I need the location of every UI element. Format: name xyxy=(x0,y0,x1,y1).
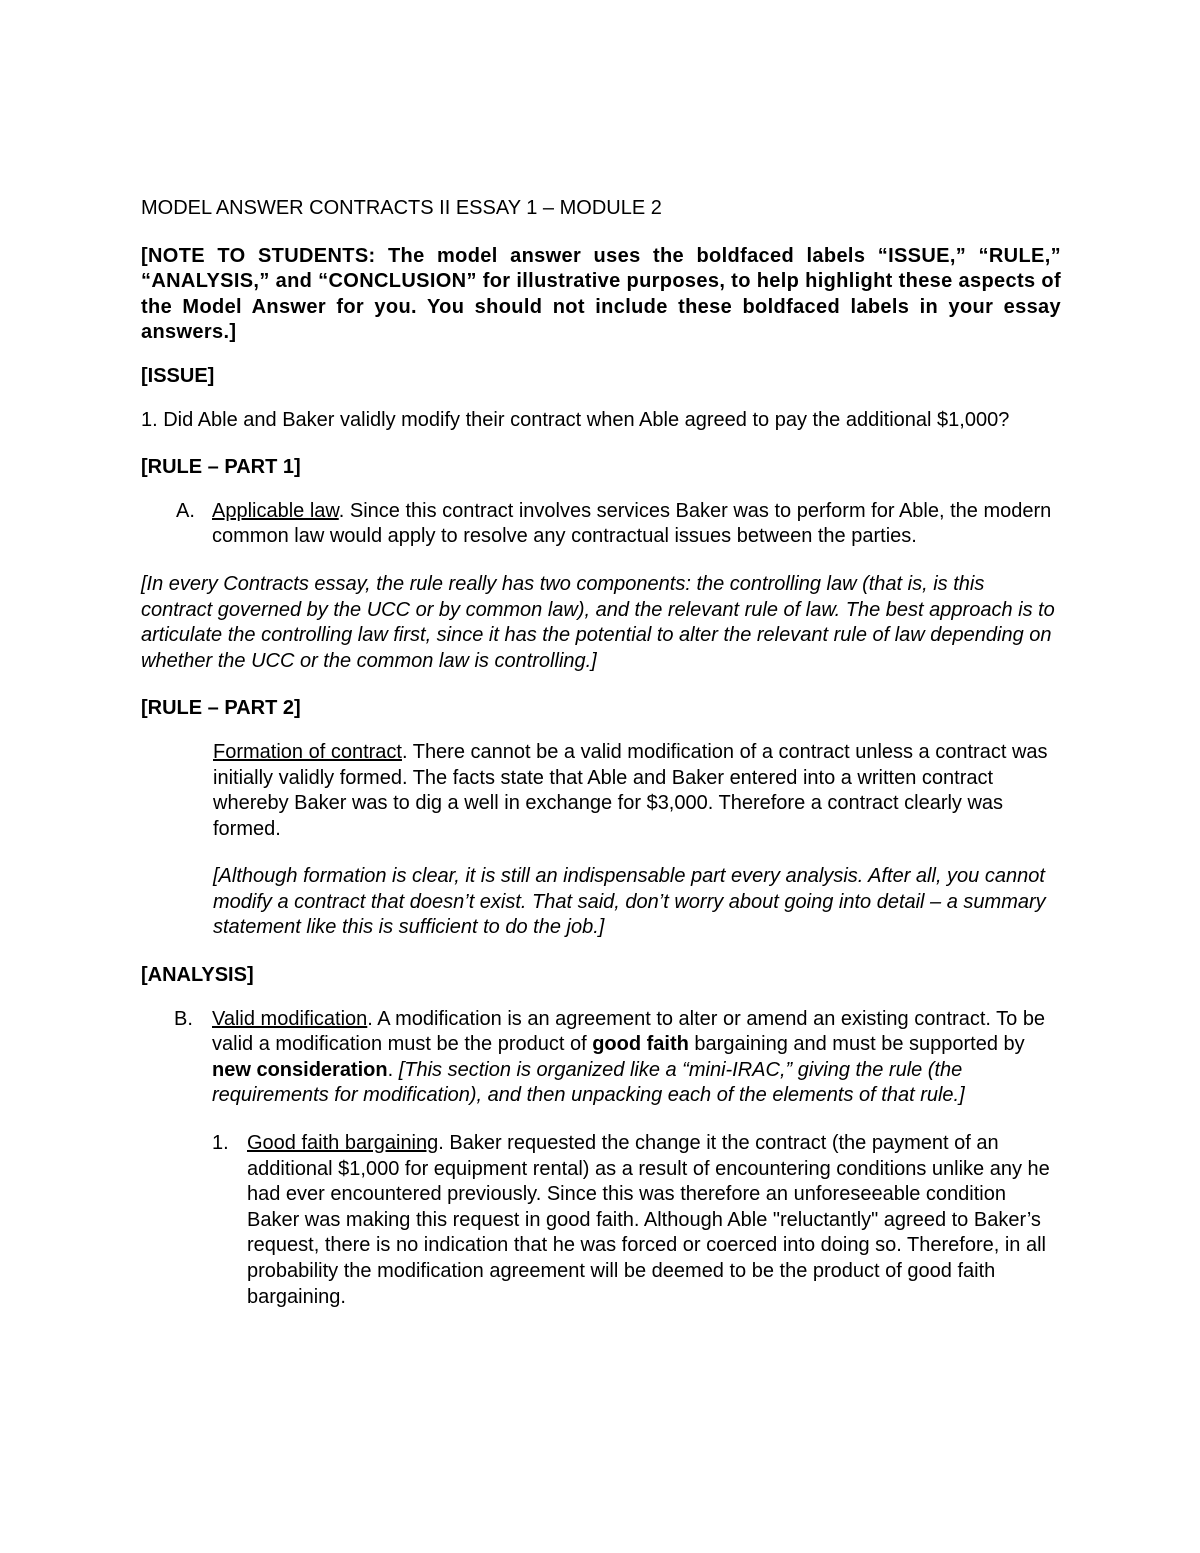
rule-part1-heading: [RULE – PART 1] xyxy=(141,456,301,479)
rule-part2-paragraph xyxy=(141,740,1061,842)
note-to-students: [NOTE TO STUDENTS: The model answer uses the boldfaced labels “ISSUE,” “RULE,” “ANALYSIS,” and “CONCLUSION” for illustrative purposes, to help highlight these aspects of the Model Answer for you. You should not include these boldfaced labels in your essay answers.] xyxy=(141,244,1061,344)
analysis-text-1: . A modification is an agreement to alter or amend an existing contract. To be valid a modification must be the product of xyxy=(212,1007,1046,1056)
analysis-item xyxy=(141,1007,1061,1109)
analysis-subitem xyxy=(141,1131,1061,1310)
good-faith-paragraph xyxy=(247,1131,1061,1310)
issue-heading: [ISSUE] xyxy=(141,364,215,387)
analysis-text-2: bargaining and must be supported by xyxy=(688,1033,1025,1056)
analysis-heading: [ANALYSIS] xyxy=(141,964,254,987)
list-marker: B. xyxy=(174,1007,193,1030)
applicable-law-label: Applicable law xyxy=(212,499,339,522)
list-marker: 1. xyxy=(212,1132,229,1155)
rule-part1-item xyxy=(141,499,1061,550)
rule-part1-commentary: [In every Contracts essay, the rule really has two components: the controlling law (that is, is this contract governed by the UCC or by common law), and the relevant rule of law. The best approach is to articulate the controlling law first, since it has the potential to alter the relevant rule of law depending on whether the UCC or the common law is controlling.] xyxy=(141,572,1055,672)
good-faith-term: good faith xyxy=(592,1033,689,1056)
list-marker: A. xyxy=(176,499,195,522)
rule-part2-heading: [RULE – PART 2] xyxy=(141,697,301,720)
formation-text: . There cannot be a valid modification of a contract unless a contract was initially validly formed. The facts state that Able and Baker entered into a written contract whereby Baker was to dig a well in exchange for $3,000. Therefore a contract clearly was formed. xyxy=(213,740,1048,840)
rule-part1-paragraph xyxy=(212,499,1061,550)
issue-text: 1. Did Able and Baker validly modify their contract when Able agreed to pay the additional $1,000? xyxy=(141,408,1010,431)
new-consideration-term: new consideration xyxy=(212,1058,388,1081)
valid-modification-label: Valid modification xyxy=(212,1007,368,1030)
formation-label: Formation of contract xyxy=(213,740,402,763)
analysis-paragraph xyxy=(212,1007,1061,1109)
rule-part2-commentary: [Although formation is clear, it is still an indispensable part every analysis. After all, you cannot modify a contract that doesn’t exist. That said, don’t worry about going into detail – a summary statement like this is sufficient to do the job.] xyxy=(213,865,1046,939)
good-faith-bargaining-label: Good faith bargaining xyxy=(247,1132,439,1155)
analysis-commentary: [This section is organized like a “mini-IRAC,” giving the rule (the requirements for modification), and then unpacking each of the elements of that rule.] xyxy=(212,1058,965,1107)
document-body xyxy=(141,196,1061,1310)
applicable-law-text: . Since this contract involves services Baker was to perform for Able, the modern common law would apply to resolve any contractual issues between the parties. xyxy=(212,499,1052,548)
good-faith-bargaining-text: . Baker requested the change it the contract (the payment of an additional $1,000 for equipment rental) as a result of encountering conditions unlike any he had ever encountered previously. Since this was therefore an unforeseeable condition Baker was making this request in good faith. Although Able "reluctantly" agreed to Baker’s request, there is no indication that he was forced or coerced into doing so. Therefore, in all probability the modification agreement will be deemed to be the product of good faith bargaining. xyxy=(247,1132,1050,1308)
document-title: MODEL ANSWER CONTRACTS II ESSAY 1 – MODULE 2 xyxy=(141,197,662,219)
analysis-text-3: . xyxy=(387,1058,399,1081)
